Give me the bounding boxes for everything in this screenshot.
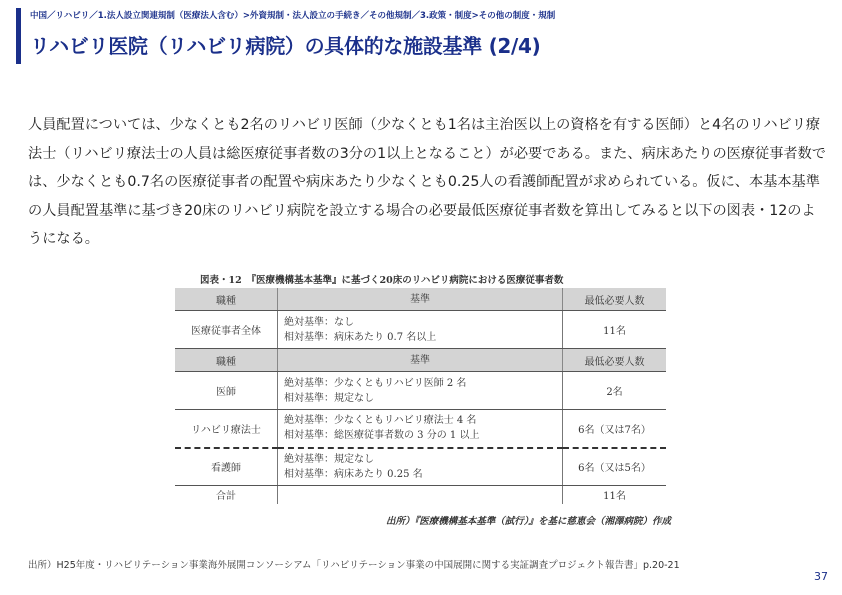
- cell-min: 6名（又は5名）: [563, 448, 667, 486]
- absolute-standard: 絶対基準：規定なし: [284, 453, 374, 465]
- table-row: [175, 410, 666, 448]
- figure-source: 出所）『医療機構基本基準（試行）』を基に慈恵会（湘澤病院）作成: [385, 516, 671, 527]
- table-row-sum: [175, 486, 666, 504]
- header-standard: 基準: [278, 288, 563, 311]
- cell-min: 2名: [563, 372, 667, 410]
- page-title: リハビリ医院（リハビリ病院）の具体的な施設基準 (2/4): [30, 34, 541, 58]
- header-job: 職種: [175, 349, 278, 372]
- staffing-table: [175, 288, 666, 504]
- figure-12: [175, 268, 673, 530]
- cell-standard: [278, 448, 563, 486]
- header-job: 職種: [175, 288, 278, 311]
- header-min: 最低必要人数: [563, 349, 667, 372]
- cell-standard: [278, 410, 563, 448]
- header-min: 最低必要人数: [563, 288, 667, 311]
- absolute-standard: 絶対基準：少なくともリハビリ療法士 4 名: [284, 415, 477, 427]
- table-row-total-staff: [175, 311, 666, 349]
- header-standard: 基準: [278, 349, 563, 372]
- cell-job: 医療従事者全体: [175, 311, 278, 349]
- cell-job: 合計: [216, 491, 236, 503]
- table-header-row: [175, 349, 666, 372]
- table-header-row: [175, 288, 666, 311]
- table-row: [175, 372, 666, 410]
- cell-standard: [278, 486, 563, 504]
- title-accent-bar: [16, 8, 21, 64]
- cell-standard: [278, 311, 563, 349]
- table-row: [175, 448, 666, 486]
- relative-standard: 相対基準：総医療従事者数の 3 分の 1 以上: [284, 430, 480, 442]
- relative-standard: 相対基準：病床あたり 0.7 名以上: [284, 331, 437, 343]
- absolute-standard: 絶対基準：少なくともリハビリ医師 2 名: [284, 377, 467, 389]
- relative-standard: 相対基準：規定なし: [284, 392, 374, 404]
- figure-title: 図表・12 『医療機構基本基準』に基づく20床のリハビリ病院における医療従事者数: [200, 275, 564, 286]
- cell-min: 11名: [603, 491, 626, 503]
- body-paragraph: 人員配置については、少なくとも2名のリハビリ医師（少なくとも1名は主治医以上の資格を有する医師）と4名のリハビリ療法士（リハビリ療法士の人員は総医療従事者数の3分の1以上となること）が必要である。また、病床あたりの医療従事者数では、少なくとも0.7名の医療従事者の配置や病床あたり少なくとも0.25人の看護師配置が求められている。仮に、本基本基準の人員配置基準に基づき20床のリハビリ病院を設立する場合の必要最低医療従事者数を算出してみると以下の図表・12のようになる。: [28, 117, 826, 248]
- absolute-standard: 絶対基準：なし: [284, 316, 354, 328]
- page-number: 37: [814, 570, 828, 583]
- cell-job: リハビリ療法士: [175, 410, 278, 448]
- cell-standard: [278, 372, 563, 410]
- breadcrumb: 中国／リハビリ／1.法人設立関連規制（医療法人含む）>外資規制・法人設立の手続き／その他規制／3.政策・制度>その他の制度・規制: [30, 11, 556, 21]
- footer-source: 出所）H25年度・リハビリテーション事業海外展開コンソーシアム「リハビリテーション事業の中国展開に関する実証調査プロジェクト報告書」p.20-21: [28, 560, 680, 571]
- cell-min: 6名（又は7名）: [563, 410, 667, 448]
- cell-job: 医師: [175, 372, 278, 410]
- cell-job: 看護師: [175, 448, 278, 486]
- cell-min: 11名: [563, 311, 667, 349]
- relative-standard: 相対基準：病床あたり 0.25 名: [284, 468, 423, 480]
